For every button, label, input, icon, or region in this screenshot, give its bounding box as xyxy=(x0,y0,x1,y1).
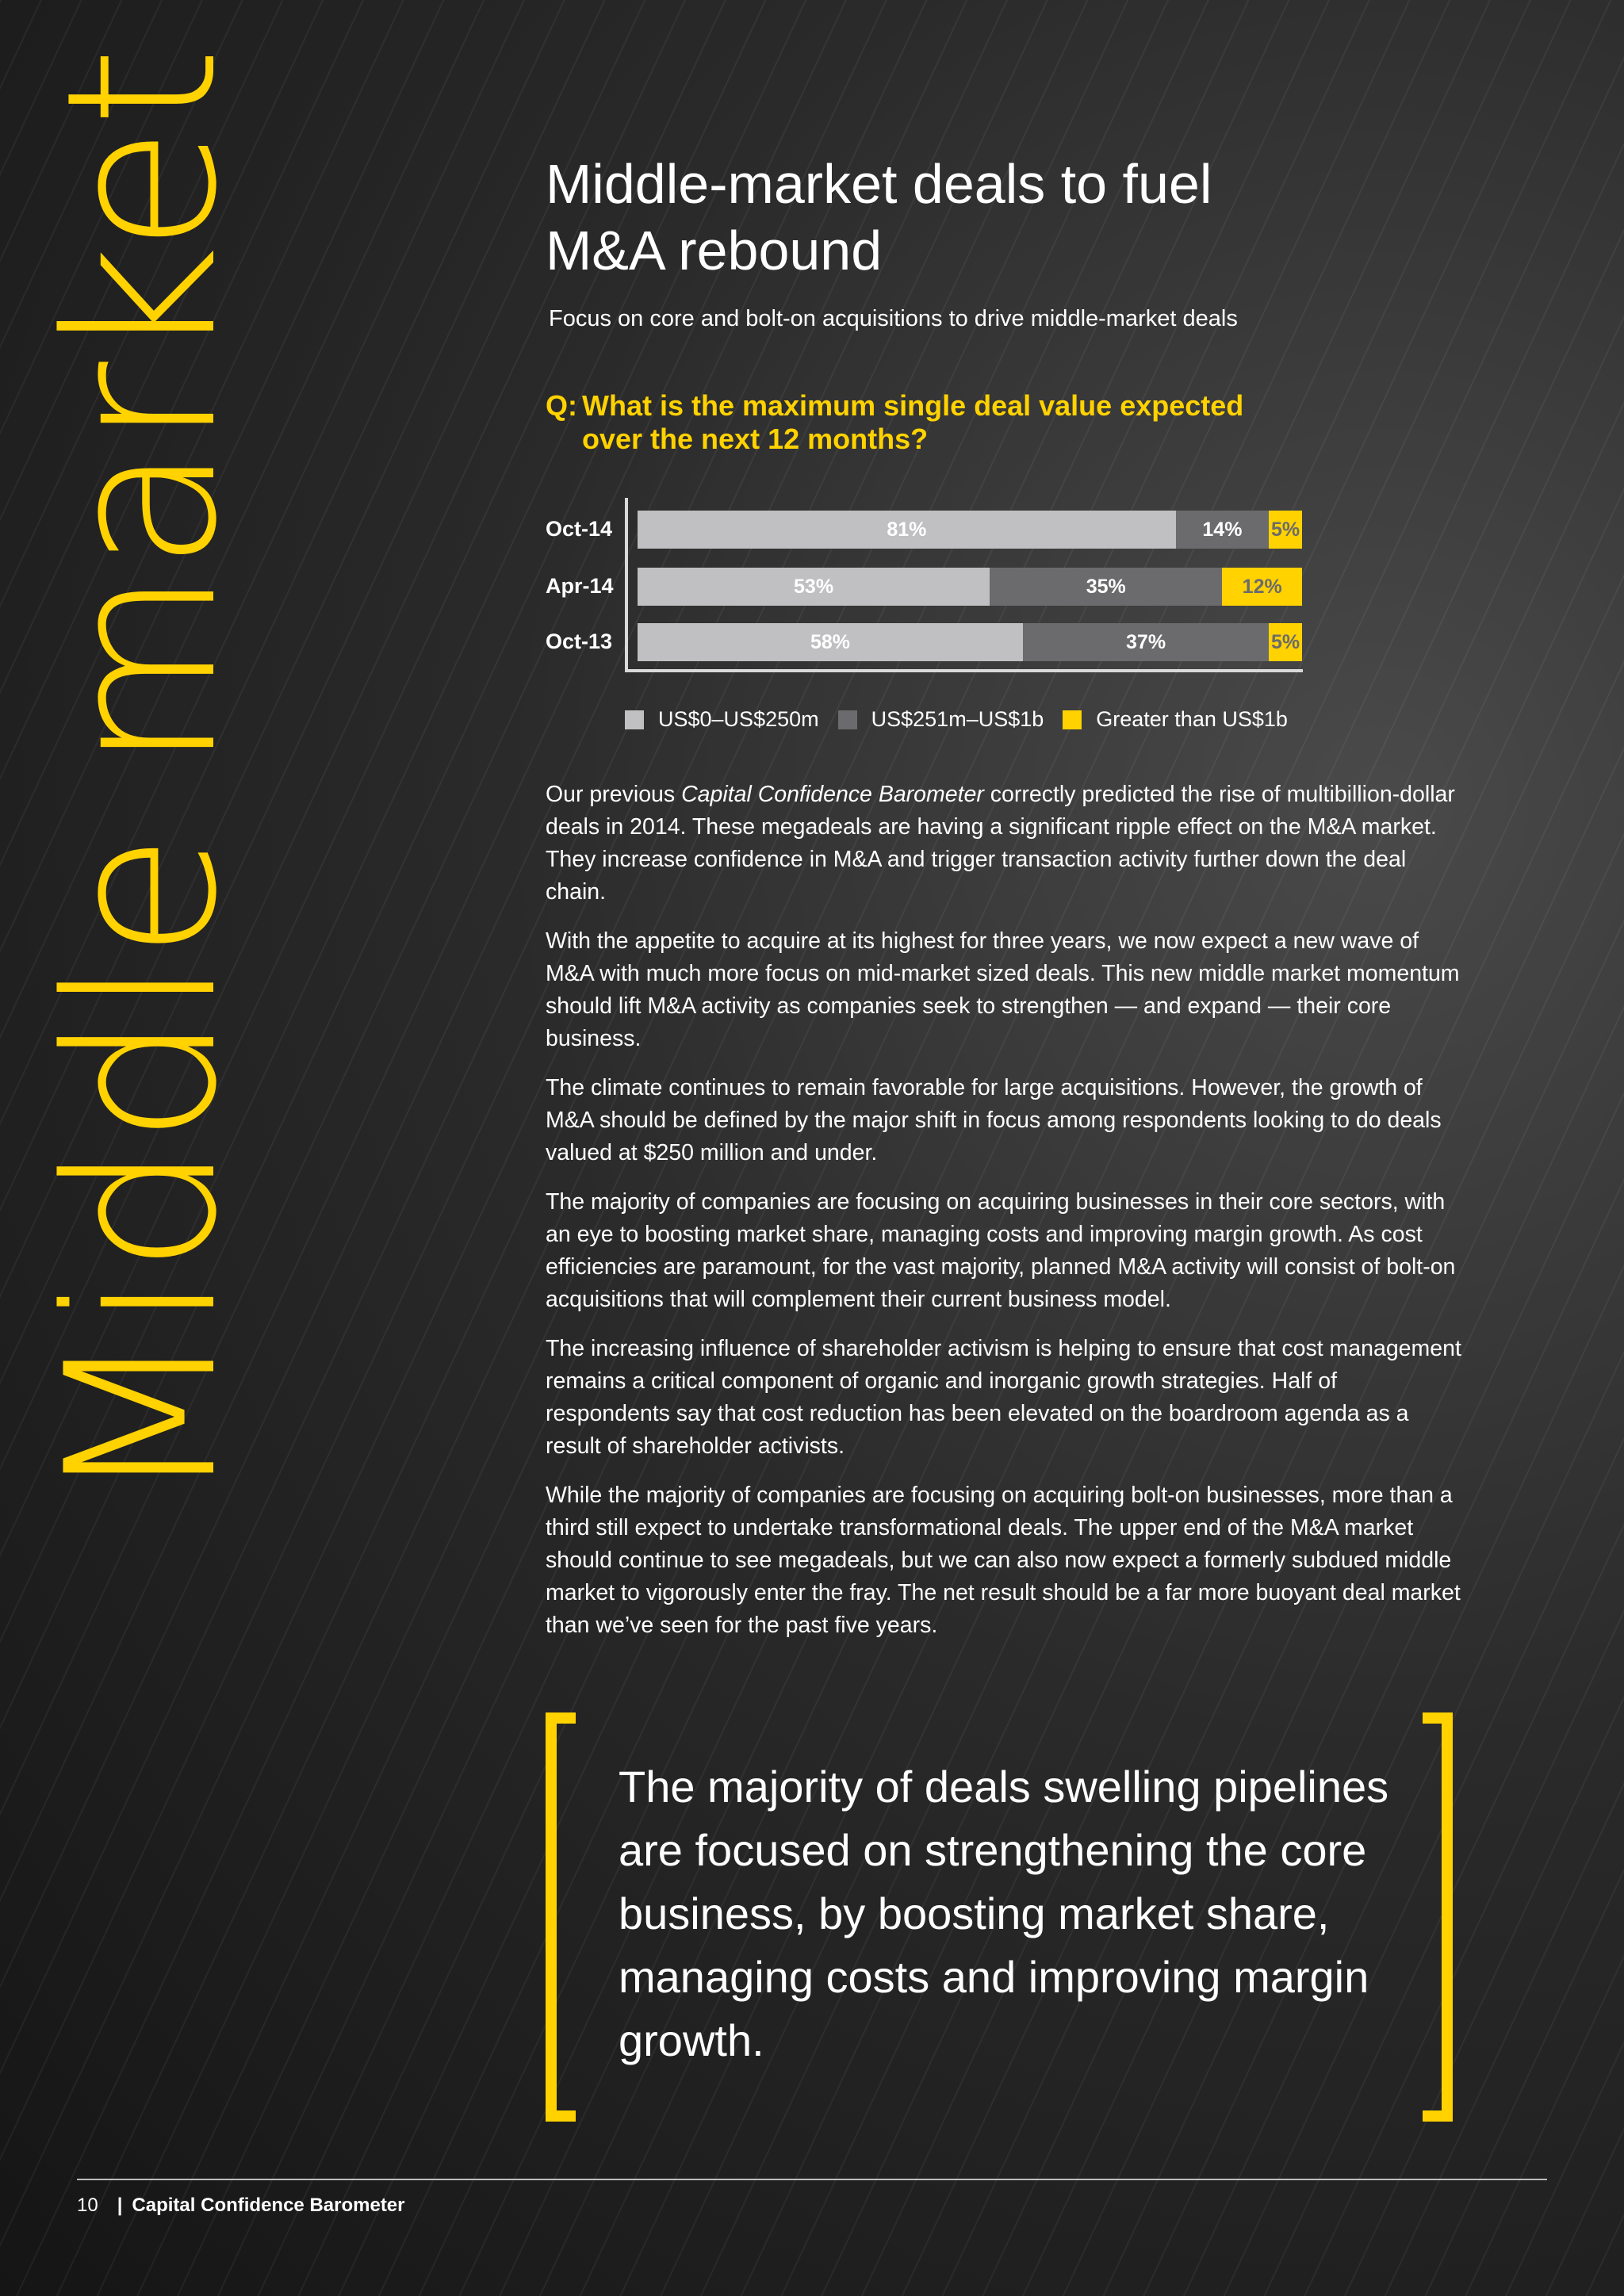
bar-track xyxy=(638,623,1302,661)
pull-quote-text: The majority of deals swelling pipelines are focused on strengthening the core business, by boosting market share, managing costs and improving margin growth. xyxy=(619,1762,1389,2065)
page-footer xyxy=(77,2195,405,2217)
legend-label: US$0–US$250m xyxy=(658,707,819,731)
body-paragraph: Our previous Capital Confidence Barometer correctly predicted the rise of multibillion-dollar deals in 2014. These megadeals are having a significant ripple effect on the M&A market. They increase confidence in M&A and trigger transaction activity further down the deal chain. xyxy=(546,782,1455,905)
bar-track xyxy=(638,568,1302,606)
question-text: What is the maximum single deal value expected over the next 12 months? xyxy=(582,389,1244,455)
page-number: 10 xyxy=(77,2195,98,2216)
bar-segment xyxy=(1269,511,1302,549)
legend-swatch xyxy=(1063,710,1082,729)
footer-divider xyxy=(77,2179,1547,2180)
bar-row xyxy=(546,568,1307,606)
bar-data-label: 37% xyxy=(1126,630,1166,653)
body-paragraph: The increasing influence of shareholder activism is helping to ensure that cost management remains a critical component of organic and inorganic growth strategies. Half of respondents say that cost reduction has been elevated on the boardroom agenda as a result of shareholder activists. xyxy=(546,1336,1461,1459)
section-side-title xyxy=(23,48,262,1506)
bar-track xyxy=(638,511,1302,549)
article-body xyxy=(546,779,1465,1659)
footer-separator: | xyxy=(117,2195,123,2216)
bar-segment xyxy=(1023,623,1269,661)
question-prefix: Q: xyxy=(546,389,577,422)
legend-label: Greater than US$1b xyxy=(1096,707,1288,731)
bar-data-label: 5% xyxy=(1270,630,1300,653)
stacked-bar-chart xyxy=(546,498,1339,736)
bar-segment xyxy=(638,623,1023,661)
bar-category-label: Oct-13 xyxy=(546,629,613,653)
legend-item xyxy=(1063,707,1288,732)
header-block xyxy=(546,151,1457,456)
publication-name: Capital Confidence Barometer xyxy=(132,2195,405,2216)
quote-bracket-left xyxy=(546,1712,576,2122)
bar-segment xyxy=(1176,511,1269,549)
bar-row xyxy=(546,511,1307,549)
bar-data-label: 5% xyxy=(1270,518,1300,541)
publication-title-italic: Capital Confidence Barometer xyxy=(681,782,984,807)
bar-data-label: 53% xyxy=(794,575,834,598)
bar-data-label: 35% xyxy=(1086,575,1126,598)
bar-data-label: 14% xyxy=(1202,518,1243,541)
body-paragraph: While the majority of companies are focusing on acquiring bolt-on businesses, more than a third still expect to undertake transformational deals. The upper end of the M&A market should continue to see megadeals, but we can also now expect a formerly subdued middle market to vigorously enter the fray. The net result should be a far more buoyant deal market than we’ve seen for the past five years. xyxy=(546,1483,1461,1638)
bar-category-label: Oct-14 xyxy=(546,517,613,541)
pull-quote xyxy=(546,1712,1453,2125)
chart-x-axis-line xyxy=(625,669,1303,672)
body-paragraph: With the appetite to acquire at its highest for three years, we now expect a new wave of M&A with much more focus on mid-market sized deals. This new middle market momentum should lift M&A activity as companies seek to strengthen — and expand — their core business. xyxy=(546,928,1460,1051)
page-subtitle: Focus on core and bolt-on acquisitions to drive middle-market deals xyxy=(549,306,1238,331)
bar-data-label: 81% xyxy=(887,518,927,541)
legend-item xyxy=(838,707,1044,732)
bar-segment xyxy=(638,511,1176,549)
chart-legend xyxy=(625,707,1307,732)
bar-data-label: 12% xyxy=(1242,575,1282,598)
bar-segment xyxy=(1222,568,1302,606)
quote-bracket-right xyxy=(1423,1712,1453,2122)
bar-category-label: Apr-14 xyxy=(546,574,614,598)
bar-segment xyxy=(638,568,990,606)
bar-segment xyxy=(1269,623,1302,661)
bar-row xyxy=(546,623,1307,661)
section-side-title-text: Middle market xyxy=(23,48,262,1506)
legend-item xyxy=(625,707,819,732)
bar-segment xyxy=(990,568,1222,606)
legend-label: US$251m–US$1b xyxy=(871,707,1044,731)
legend-swatch xyxy=(838,710,857,729)
body-paragraph: The climate continues to remain favorable for large acquisitions. However, the growth of M&A should be defined by the major shift in focus among respondents looking to do deals valued at $250 million and under. xyxy=(546,1075,1442,1165)
body-paragraph: The majority of companies are focusing on acquiring businesses in their core sectors, with an eye to boosting market share, managing costs and improving margin growth. As cost efficiencies are paramount, for the vast majority, planned M&A activity will consist of bolt-on acquisitions that will complement their current business model. xyxy=(546,1189,1456,1312)
chart-question xyxy=(546,389,1457,456)
page-title: Middle-market deals to fuel M&A rebound xyxy=(546,153,1212,281)
bar-data-label: 58% xyxy=(810,630,851,653)
legend-swatch xyxy=(625,710,644,729)
